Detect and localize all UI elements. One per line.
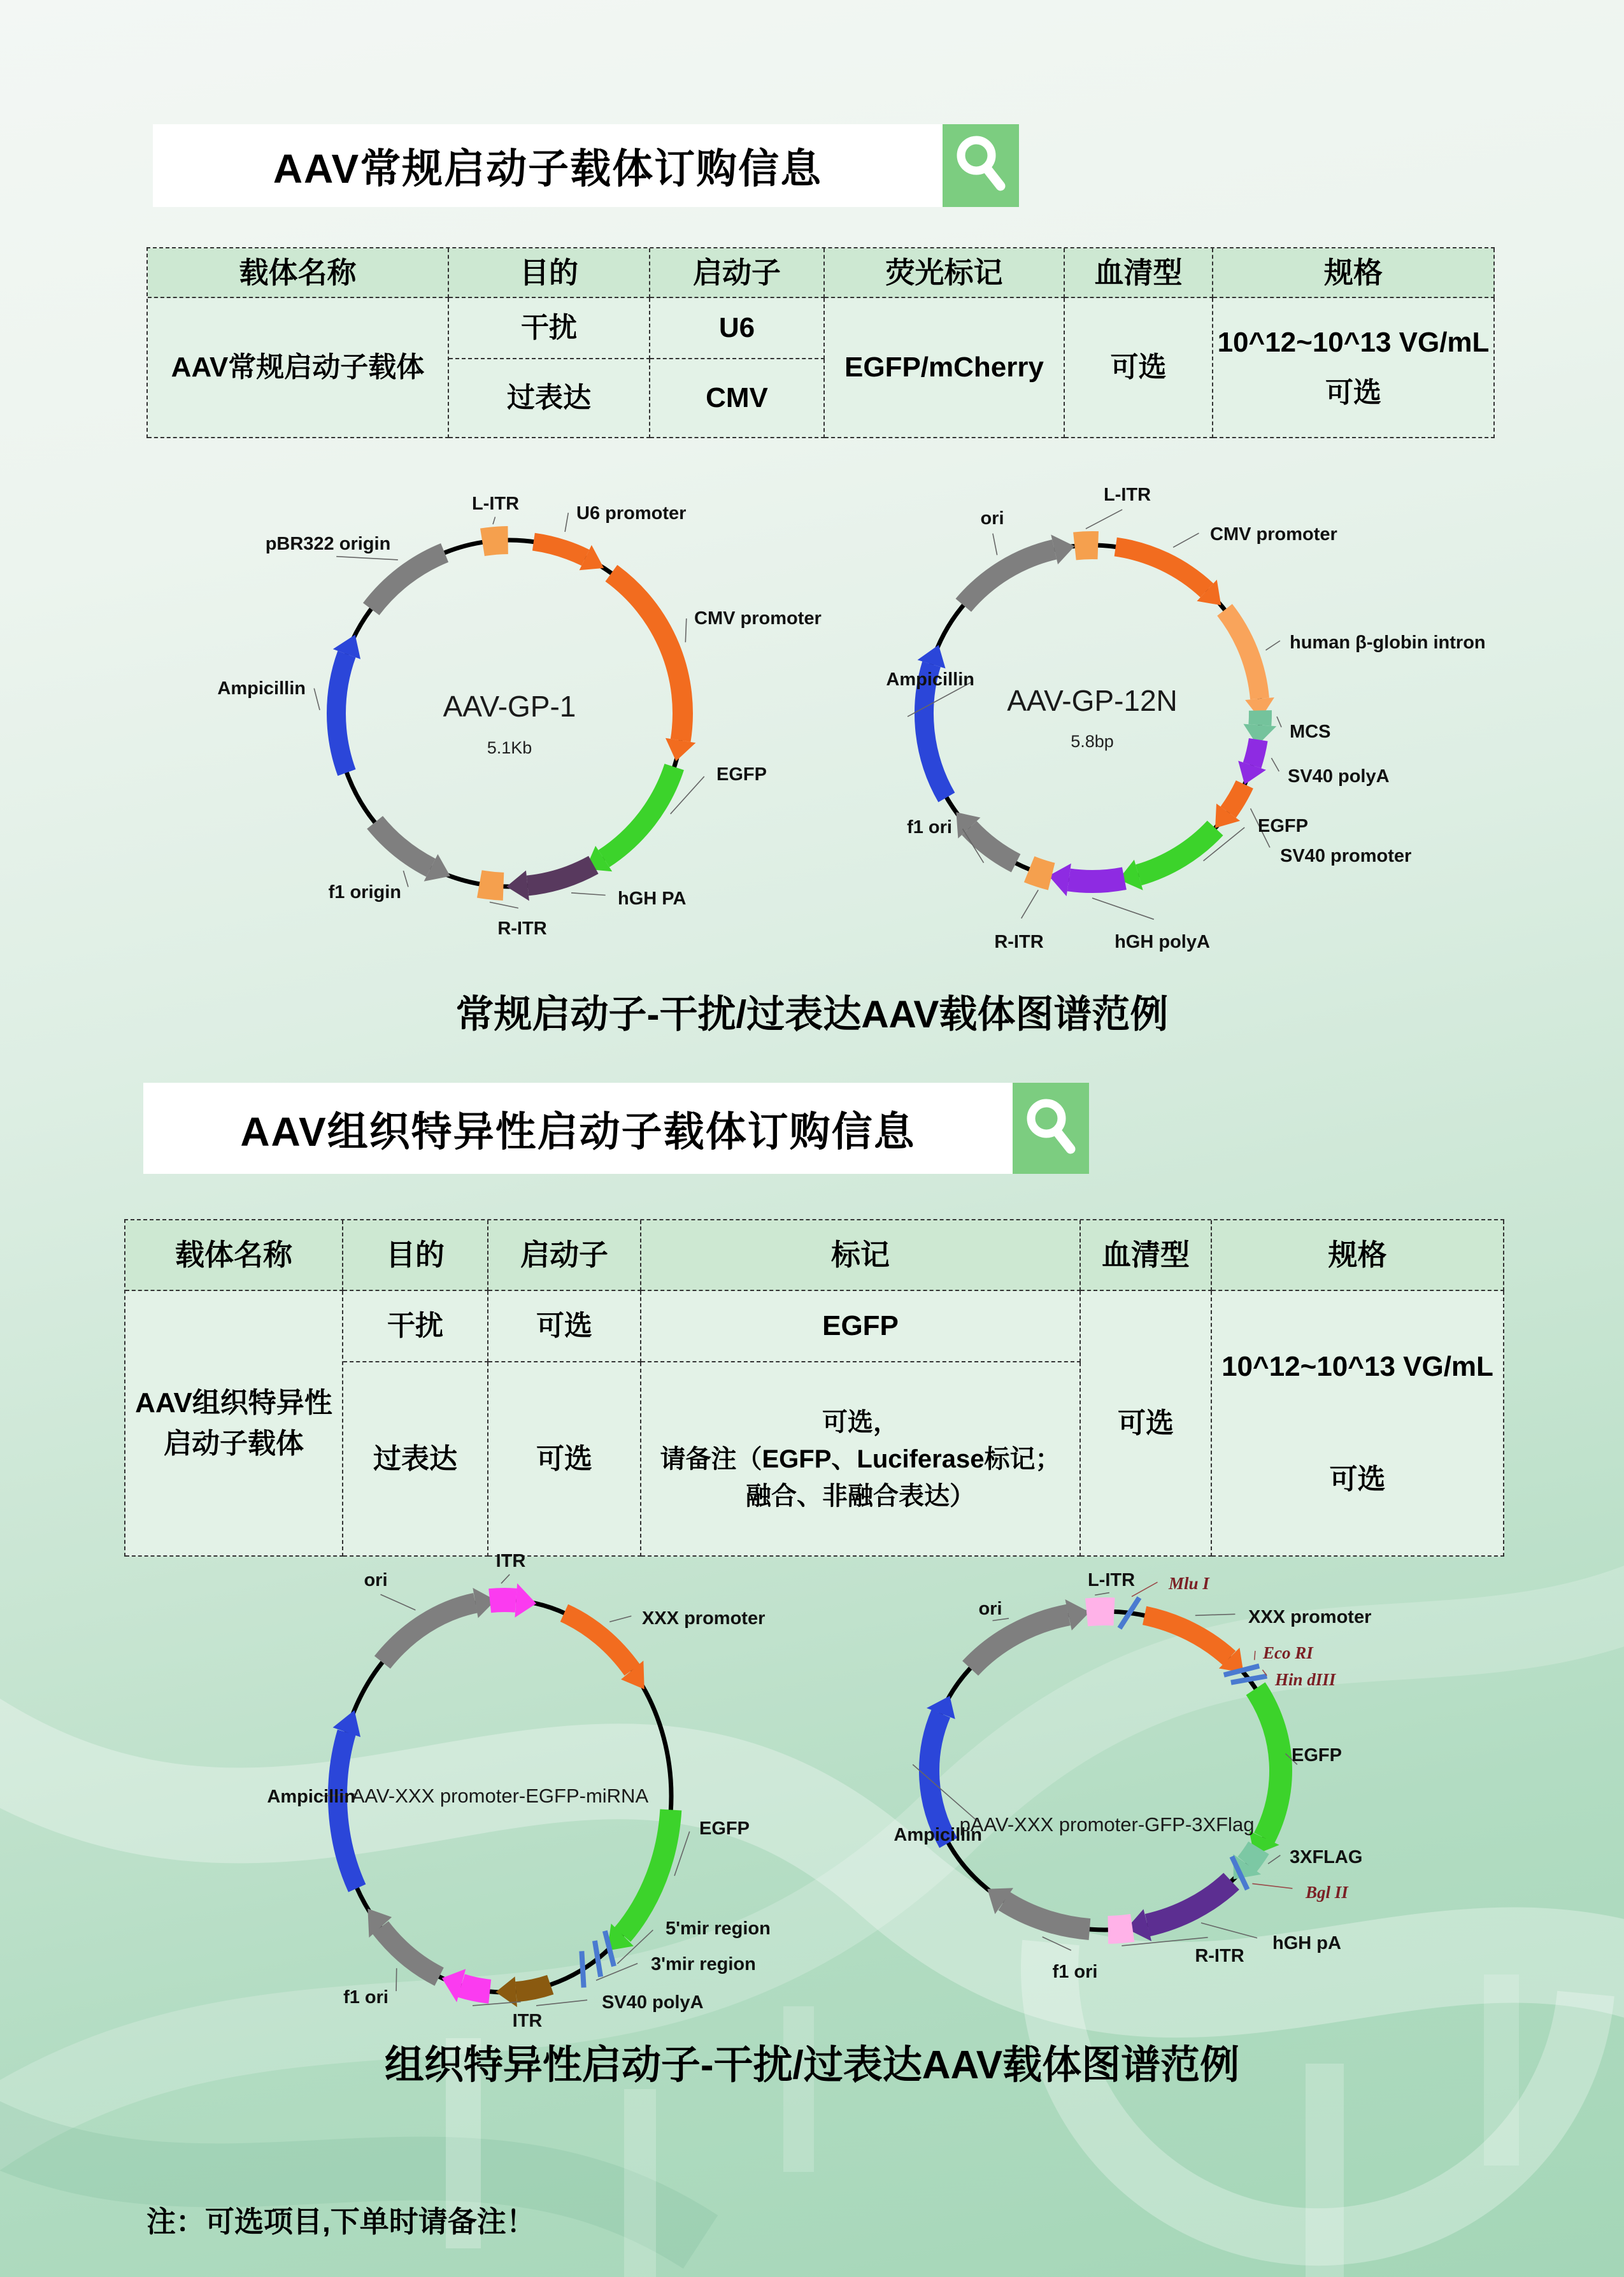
- label-leader-line: [380, 1594, 415, 1610]
- plasmid-map-paav-xxx-gfp-3xflag: [860, 1541, 1516, 2009]
- label-leader-line: [1173, 533, 1199, 547]
- plasmid-size: 5.1Kb: [487, 738, 532, 757]
- label-leader-line: [1095, 1593, 1109, 1595]
- plasmid-segment: [482, 540, 508, 542]
- label-leader-line: [403, 871, 408, 887]
- plasmid-segment: [1252, 739, 1258, 765]
- plasmid-label: SV40 polyA: [1288, 766, 1390, 787]
- plasmid-label: XXX promoter: [1248, 1607, 1372, 1627]
- plasmid-label: R-ITR: [1195, 1946, 1244, 1966]
- col-header-spec: 规格: [1212, 1220, 1504, 1291]
- plasmid-label: Bgl II: [1306, 1883, 1348, 1902]
- col-header-vector-name: 载体名称: [125, 1220, 343, 1291]
- section1-title-banner: [153, 124, 1019, 207]
- plasmid-label: SV40 polyA: [602, 1992, 704, 2013]
- plasmid-segment: [1069, 878, 1124, 882]
- plasmid-label: L-ITR: [471, 494, 520, 514]
- cell-promoter-2: 可选: [488, 1362, 641, 1557]
- plasmid-label: EGFP: [716, 764, 767, 785]
- cell-promoter-2: CMV: [650, 359, 825, 438]
- restriction-site-tick: [581, 1951, 583, 1987]
- plasmid-label: ori: [980, 508, 1004, 529]
- plasmid-label: f1 ori: [343, 1987, 388, 2008]
- cell-spec: [1212, 1291, 1504, 1557]
- section1-caption: 常规启动子-干扰/过表达AAV载体图谱范例: [455, 993, 1169, 1036]
- section2-title: AAV组织特异性启动子载体订购信息: [240, 1108, 916, 1155]
- plasmid-segment: [380, 1927, 439, 1976]
- cell-vector-name: AAV常规启动子载体: [148, 298, 449, 438]
- plasmid-label: ITR: [512, 2011, 543, 2031]
- plasmid-label: SV40 promoter: [1280, 846, 1412, 866]
- plasmid-label: EGFP: [1292, 1745, 1342, 1766]
- plasmid-segment: [371, 553, 445, 610]
- spec-titer: 10^12~10^13 VG/mL: [1217, 326, 1490, 358]
- label-leader-line: [336, 557, 398, 560]
- plasmid-segment: [382, 1603, 475, 1662]
- cell-purpose-1: 干扰: [343, 1291, 488, 1362]
- col-header-spec: 规格: [1213, 248, 1495, 298]
- plasmid-label: R-ITR: [497, 918, 547, 939]
- plasmid-size: 5.8bp: [1071, 732, 1114, 751]
- col-header-serotype: 血清型: [1081, 1220, 1212, 1291]
- plasmid-segment: [1086, 1611, 1114, 1612]
- label-leader-line: [1132, 1582, 1157, 1597]
- cell-promoter-1: 可选: [488, 1291, 641, 1362]
- col-header-purpose: 目的: [343, 1220, 488, 1291]
- col-header-serotype: 血清型: [1065, 248, 1213, 298]
- plasmid-segment: [338, 1732, 357, 1888]
- plasmid-segment: [1029, 869, 1051, 876]
- cell-purpose-1: 干扰: [449, 298, 650, 359]
- cell-marker-1: EGFP: [641, 1291, 1081, 1362]
- label-leader-line: [1271, 758, 1279, 771]
- label-leader-line: [314, 689, 320, 710]
- plasmid-segment: [564, 1613, 632, 1670]
- label-leader-line: [609, 1616, 631, 1622]
- label-leader-line: [501, 1574, 509, 1583]
- plasmid-label: pBR322 origin: [265, 534, 391, 554]
- plasmid-label: 5'mir region: [666, 1918, 771, 1939]
- plasmid-label: 3XFLAG: [1290, 1847, 1363, 1867]
- plasmid-segment: [490, 1600, 516, 1601]
- plasmid-segment: [336, 654, 346, 773]
- regular-promoter-table: [146, 247, 1495, 438]
- cell-vector-name: AAV组织特异性启动子载体: [125, 1291, 343, 1557]
- plasmid-segment: [1144, 1615, 1229, 1658]
- section1-title: AAV常规启动子载体订购信息: [273, 146, 823, 192]
- plasmid-segment: [929, 1713, 948, 1843]
- label-leader-line: [1122, 1938, 1207, 1946]
- plasmid-segment: [534, 542, 585, 558]
- plasmid-label: CMV promoter: [1210, 524, 1337, 545]
- plasmid-label: human β-globin intron: [1290, 632, 1486, 653]
- plasmid-label: f1 ori: [907, 817, 952, 838]
- cell-fluorescent-marker: EGFP/mCherry: [825, 298, 1065, 438]
- plasmid-segment: [1256, 1688, 1281, 1838]
- cell-purpose-2: 过表达: [449, 359, 650, 438]
- label-leader-line: [1266, 641, 1280, 650]
- cell-serotype: 可选: [1065, 298, 1213, 438]
- plasmid-segment: [1004, 1901, 1090, 1929]
- col-header-purpose: 目的: [449, 248, 650, 298]
- plasmid-segment: [1139, 828, 1215, 875]
- cell-purpose-2: 过表达: [343, 1362, 488, 1557]
- plasmid-map-aav-gp-12n: [847, 464, 1509, 973]
- plasmid-segment: [480, 884, 504, 887]
- plasmid-label: hGH pA: [1272, 1933, 1341, 1953]
- footnote: 注：可选项目,下单时请备注！: [146, 2205, 536, 2238]
- label-leader-line: [490, 902, 518, 908]
- section1-title-bar: [153, 124, 943, 207]
- plasmid-label: ori: [978, 1599, 1002, 1619]
- plasmid-label: ITR: [495, 1551, 526, 1571]
- label-leader-line: [1195, 1614, 1236, 1615]
- plasmid-map-aav-xxx-egfp-mirna: [229, 1545, 866, 2048]
- plasmid-segment: [969, 828, 1016, 863]
- label-leader-line: [1268, 1855, 1280, 1864]
- plasmid-label: L-ITR: [1087, 1570, 1136, 1590]
- label-leader-line: [993, 534, 997, 555]
- plasmid-label: R-ITR: [994, 932, 1044, 952]
- label-leader-line: [685, 618, 686, 642]
- plasmid-label: Eco RI: [1263, 1643, 1313, 1662]
- plasmid-segment: [461, 1986, 490, 1992]
- label-leader-line: [1252, 1883, 1292, 1888]
- plasmid-label: XXX promoter: [642, 1608, 766, 1629]
- cell-promoter-1: U6: [650, 298, 825, 359]
- col-header-promoter: 启动子: [650, 248, 825, 298]
- plasmid-label: hGH polyA: [1115, 932, 1210, 952]
- label-leader-line: [1092, 898, 1154, 919]
- plasmid-label: U6 promoter: [576, 503, 687, 524]
- label-leader-line: [493, 517, 495, 525]
- plasmid-segment: [527, 865, 593, 886]
- plasmid-name: pAAV-XXX promoter-GFP-3XFlag: [959, 1813, 1255, 1836]
- plasmid-segment: [1247, 1848, 1258, 1864]
- plasmid-segment: [1229, 785, 1245, 813]
- plasmid-segment: [971, 1615, 1069, 1668]
- col-header-vector-name: 载体名称: [148, 248, 449, 298]
- plasmid-segment: [604, 767, 674, 859]
- plasmid-label: f1 origin: [328, 882, 401, 903]
- col-header-marker: 荧光标记: [825, 248, 1065, 298]
- plasmid-segment: [375, 822, 431, 867]
- plasmid-segment: [1074, 545, 1098, 546]
- plasmid-label: 3'mir region: [651, 1954, 756, 1974]
- plasmid-label: f1 ori: [1052, 1962, 1098, 1982]
- plasmid-label: MCS: [1290, 722, 1331, 742]
- plasmid-segment: [1108, 1928, 1132, 1930]
- plasmid-segment: [1116, 547, 1207, 590]
- plasmid-label: L-ITR: [1103, 485, 1151, 505]
- plasmid-segment: [622, 1809, 671, 1934]
- restriction-site-tick: [1231, 1676, 1267, 1683]
- label-leader-line: [565, 513, 568, 532]
- section2-caption: 组织特异性启动子-干扰/过表达AAV载体图谱范例: [384, 2043, 1240, 2087]
- plasmid-label: EGFP: [1258, 816, 1308, 836]
- plasmid-name: AAV-GP-12N: [1007, 684, 1178, 717]
- spec-optional: 可选: [1325, 376, 1381, 408]
- plasmid-label: hGH PA: [618, 889, 687, 909]
- section2-title-banner: [143, 1083, 1089, 1174]
- cell-serotype: 可选: [1081, 1291, 1212, 1557]
- segment-arrowhead: [666, 738, 695, 761]
- label-leader-line: [1277, 717, 1281, 727]
- plasmid-label: ori: [364, 1570, 388, 1590]
- plasmid-segment: [516, 1985, 550, 1992]
- tissue-specific-promoter-table: [124, 1219, 1504, 1557]
- plasmid-label: Hin dIII: [1275, 1670, 1336, 1689]
- label-leader-line: [571, 893, 606, 896]
- plasmid-segment: [1225, 610, 1260, 699]
- spec-optional: 可选: [1329, 1464, 1386, 1495]
- restriction-site-tick: [595, 1941, 601, 1977]
- plasmid-name: AAV-XXX promoter-EGFP-miRNA: [351, 1785, 649, 1807]
- col-header-promoter: 启动子: [488, 1220, 641, 1291]
- plasmid-label: EGFP: [699, 1818, 750, 1839]
- plasmid-label: Ampicillin: [886, 669, 974, 690]
- plasmid-segment: [964, 550, 1055, 606]
- label-leader-line: [1022, 890, 1039, 918]
- plasmid-label: Ampicillin: [267, 1787, 355, 1807]
- label-leader-line: [1201, 1923, 1257, 1938]
- plasmid-label: Ampicillin: [894, 1825, 982, 1845]
- cell-marker-2: 可选， 请备注（EGFP、Luciferase标记； 融合、非融合表达）: [641, 1362, 1081, 1557]
- cell-spec: [1213, 298, 1495, 438]
- plasmid-name: AAV-GP-1: [443, 690, 576, 723]
- label-leader-line: [396, 1968, 397, 1991]
- search-icon: [1013, 1083, 1089, 1174]
- plasmid-map-aav-gp-1: [210, 475, 847, 968]
- plasmid-segment: [611, 573, 683, 741]
- plasmid-label: Mlu I: [1169, 1574, 1209, 1593]
- label-leader-line: [1086, 510, 1122, 529]
- segment-arrowhead: [515, 1583, 536, 1618]
- plasmid-label: Ampicillin: [217, 678, 306, 699]
- col-header-marker: 标记: [641, 1220, 1081, 1291]
- plasmid-segment: [1148, 1881, 1232, 1925]
- label-leader-line: [1043, 1937, 1071, 1950]
- label-leader-line: [536, 2000, 587, 2006]
- search-icon: [943, 124, 1019, 207]
- segment-arrowhead: [506, 871, 529, 901]
- section2-title-bar: [143, 1083, 1013, 1174]
- plasmid-label: CMV promoter: [694, 608, 822, 629]
- spec-titer: 10^12~10^13 VG/mL: [1222, 1350, 1493, 1382]
